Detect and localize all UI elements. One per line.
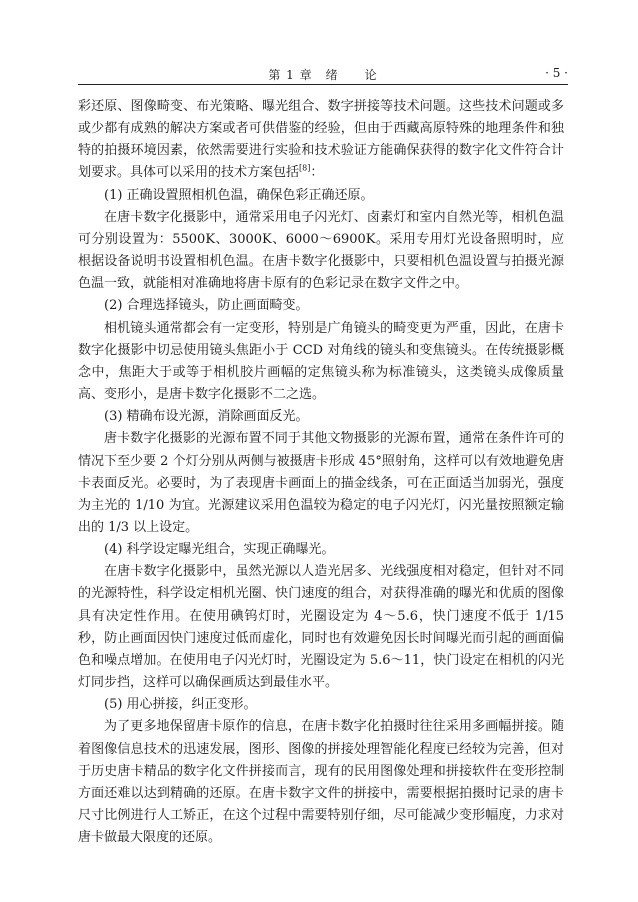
paragraph-continuation: 彩还原、图像畸变、布光策略、曝光组合、数字拼接等技术问题。这些技术问题或多或少都有成熟的解决方案或者可供借鉴的经验，但由于西藏高原特殊的地理条件和独特的拍摄环境因素，依然需要进行实验和技术验证方能确保获得的数字化文件符合计划要求。具体可以采用的技术方案包括[8]： (78, 99, 564, 181)
list-item-heading: (4) 科学设定曝光组合，实现正确曝光。 (104, 542, 335, 558)
chapter-title: 第 1 章 绪 论 (268, 68, 378, 82)
list-item-heading: (5) 用心拼接，纠正变形。 (104, 697, 257, 713)
list-item-heading: (3) 精确布设光源，消除画面反光。 (104, 409, 309, 425)
list-item-heading: (2) 合理选择镜头，防止画面畸变。 (104, 298, 309, 314)
page-number: · 5 · (545, 66, 568, 80)
paragraph: 在唐卡数字化摄影中，通常采用电子闪光灯、卤素灯和室内自然光等，相机色温可分别设置为：5500K、3000K、6000～6900K。采用专用灯光设备照明时，应根据设备说明书设置相机色温。在唐卡数字化摄影中，只要相机色温设置与拍摄光源色温一致，就能相对准确地将唐卡原有的色彩记录在数字文件之中。 (78, 209, 564, 292)
paragraph: 相机镜头通常都会有一定变形，特别是广角镜头的畸变更为严重，因此，在唐卡数字化摄影中切忌使用镜头焦距小于 CCD 对角线的镜头和变焦镜头。在传统摄影概念中，焦距大于或等于相机胶片画幅的定焦镜头称为标准镜头，这类镜头成像质量高、变形小，是唐卡数字化摄影不二之选。 (78, 320, 564, 403)
paragraph: 在唐卡数字化摄影中，虽然光源以人造光居多、光线强度相对稳定，但针对不同的光源特性，科学设定相机光圈、快门速度的组合，对获得准确的曝光和优质的图像具有决定性作用。在使用碘钨灯时，光圈设定为 4～5.6，快门速度不低于 1/15 秒，防止画面因快门速度过低而虚化，同时也有效避免因长时间曝光而引起的画面偏色和噪点增加。在使用电子闪光灯时，光圈设定为 5.6～11，快门设定在相机的闪光灯同步挡，这样可以确保画质达到最佳水平。 (78, 564, 564, 691)
running-header (78, 64, 568, 85)
list-item-heading: (1) 正确设置照相机色温，确保色彩正确还原。 (104, 187, 374, 203)
paragraph: 唐卡数字化摄影的光源布置不同于其他文物摄影的光源布置，通常在条件许可的情况下至少要 2 个灯分别从两侧与被摄唐卡形成 45°照射角，这样可以有效地避免唐卡表面反光。必要时，为了表现唐卡画面上的描金线条，可在正面适当加弱光，强度为主光的 1/10 为宜。光源建议采用色温较为稳定的电子闪光灯，闪光量按照额定输出的 1/3 以上设定。 (78, 431, 564, 535)
body-text (78, 96, 564, 849)
citation-ref: [8] (299, 164, 311, 174)
paragraph: 为了更多地保留唐卡原作的信息，在唐卡数字化拍摄时往往采用多画幅拼接。随着图像信息技术的迅速发展，图形、图像的拼接处理智能化程度已经较为完善，但对于历史唐卡精品的数字化文件拼接而言，现有的民用图像处理和拼接软件在变形控制方面还难以达到精确的还原。在唐卡数字文件的拼接中，需要根据拍摄时记录的唐卡尺寸比例进行人工矫正，在这个过程中需要特别仔细，尽可能减少变形幅度，力求对唐卡做最大限度的还原。 (78, 719, 564, 846)
